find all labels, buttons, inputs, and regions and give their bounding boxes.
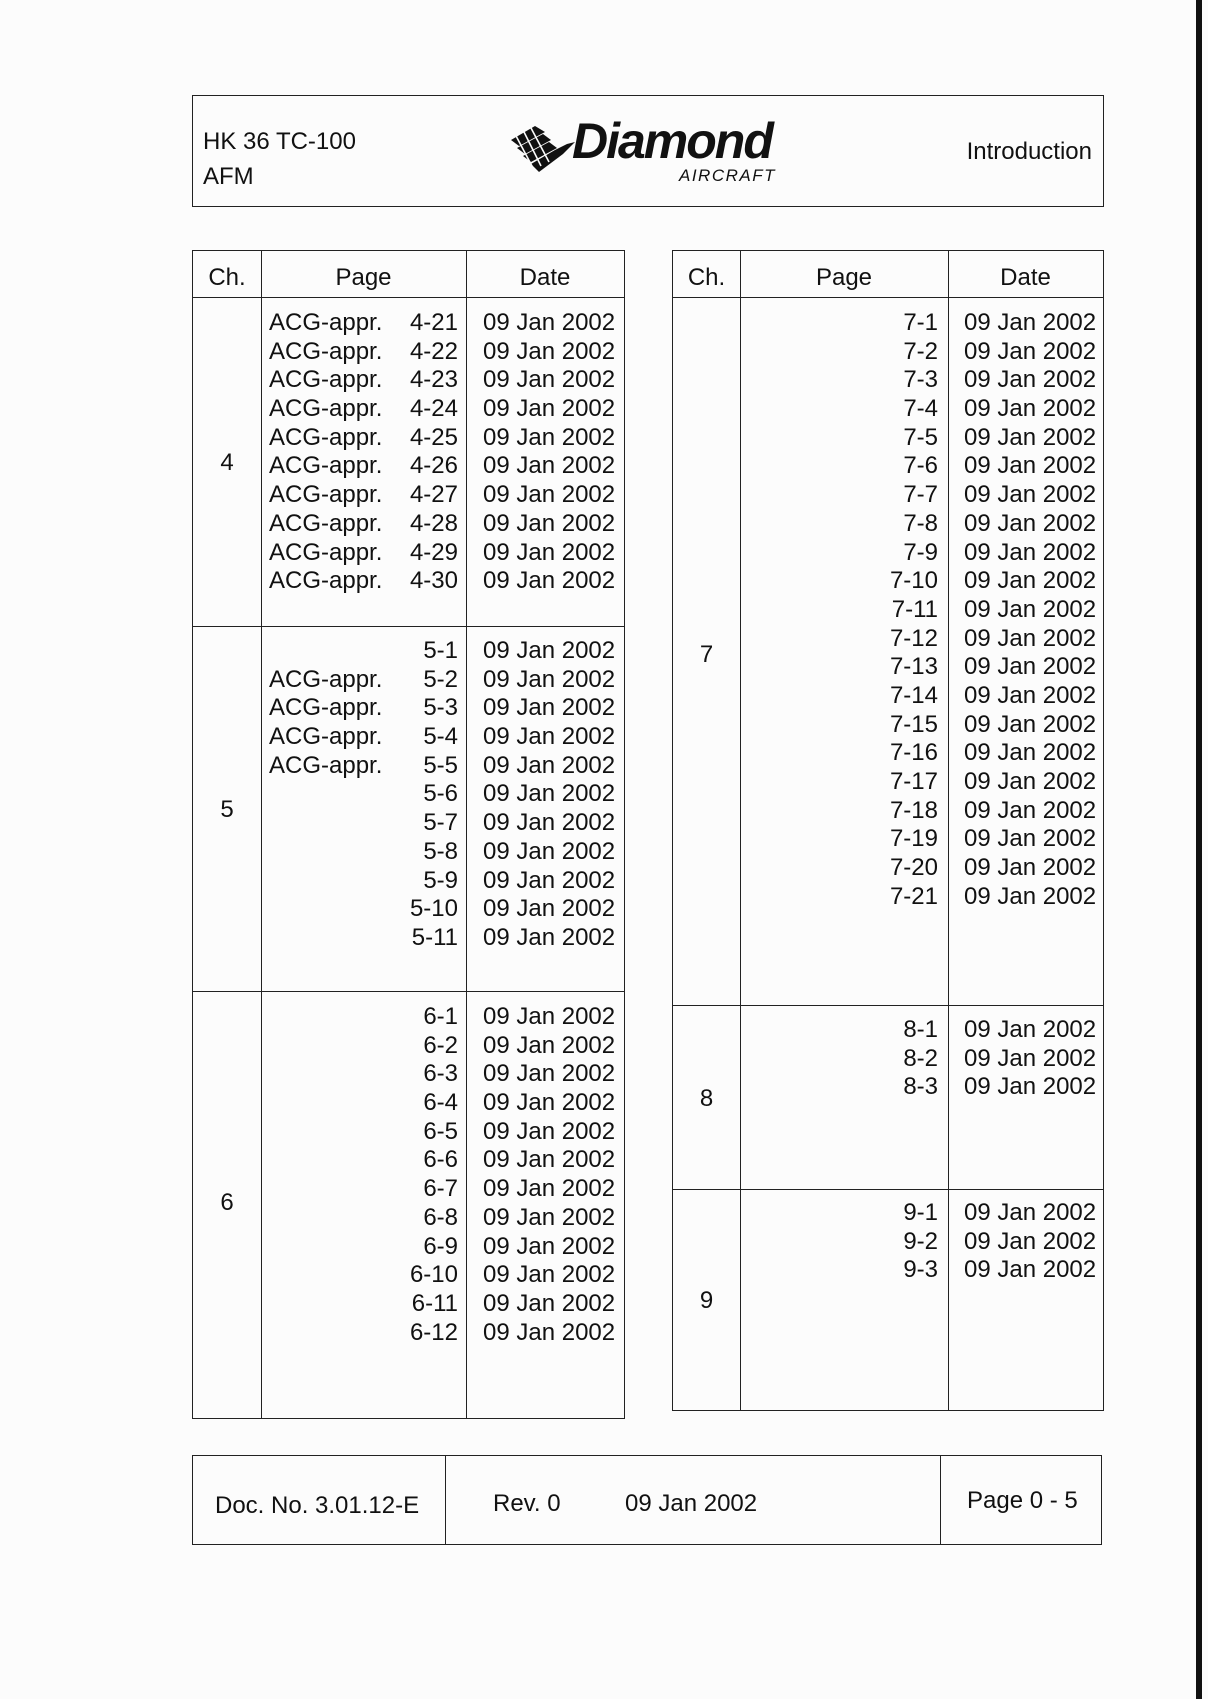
page-edge <box>1196 0 1202 1699</box>
page-ref: 5-9 <box>423 866 458 894</box>
page-date: 09 Jan 2002 <box>483 1289 616 1317</box>
page-ref: 7-18 <box>889 796 938 824</box>
approval-prefix: ACG-appr. <box>269 538 383 566</box>
page-date: 09 Jan 2002 <box>483 923 616 951</box>
page-date: 09 Jan 2002 <box>483 751 616 779</box>
page-ref: 7-8 <box>903 509 938 537</box>
page-date: 09 Jan 2002 <box>483 1060 616 1088</box>
page-date: 09 Jan 2002 <box>964 653 1097 681</box>
table-row <box>740 1073 1103 1102</box>
table-row <box>740 481 1103 510</box>
approval-prefix: ACG-appr. <box>269 723 383 751</box>
table-row <box>261 395 624 424</box>
table-row <box>261 1003 624 1032</box>
page-date: 09 Jan 2002 <box>964 395 1097 423</box>
page-ref: 7-10 <box>889 567 938 595</box>
page-date: 09 Jan 2002 <box>964 481 1097 509</box>
page-date: 09 Jan 2002 <box>964 1199 1097 1226</box>
page-ref: 6-1 <box>423 1003 458 1030</box>
approval-prefix: ACG-appr. <box>269 509 383 537</box>
page-ref: 6-5 <box>423 1117 458 1145</box>
chapter-number: 4 <box>220 449 234 476</box>
left-pages-table <box>192 250 625 1419</box>
table-row <box>740 825 1103 854</box>
approval-prefix: ACG-appr. <box>269 366 383 394</box>
table-row <box>261 452 624 481</box>
page-ref: 4-29 <box>409 538 458 566</box>
page-date: 09 Jan 2002 <box>483 481 616 509</box>
page-date: 09 Jan 2002 <box>483 866 616 894</box>
page-ref: 6-12 <box>409 1318 458 1346</box>
table-row <box>261 895 624 924</box>
page-ref: 7-21 <box>889 882 938 910</box>
page-ref: 9-3 <box>903 1256 938 1284</box>
page-date: 09 Jan 2002 <box>483 723 616 751</box>
page-date: 09 Jan 2002 <box>964 768 1097 795</box>
page-ref: 7-9 <box>903 538 938 566</box>
page-date: 09 Jan 2002 <box>483 452 616 480</box>
chapter-number: 6 <box>220 1189 234 1216</box>
section-title: Introduction <box>966 138 1092 165</box>
logo-subtitle: AIRCRAFT <box>679 166 776 185</box>
page-ref: 5-8 <box>423 837 458 865</box>
page-ref: 7-14 <box>889 681 938 709</box>
table-row <box>261 1204 624 1233</box>
page-ref: 4-24 <box>409 395 458 423</box>
table-row <box>740 1199 1103 1228</box>
page-date: 09 Jan 2002 <box>964 681 1097 709</box>
page-ref: 7-2 <box>903 337 938 365</box>
page-ref: 8-2 <box>903 1044 938 1072</box>
page-ref: 7-3 <box>903 366 938 394</box>
approval-prefix: ACG-appr. <box>269 423 383 451</box>
page-ref: 6-9 <box>423 1232 458 1260</box>
page-ref: 8-3 <box>903 1073 938 1101</box>
page-date: 09 Jan 2002 <box>964 509 1097 537</box>
aircraft-model: HK 36 TC-100 <box>203 128 356 155</box>
page-date: 09 Jan 2002 <box>964 796 1097 824</box>
table-row <box>261 1290 624 1319</box>
page-ref: 7-16 <box>889 739 938 767</box>
page-date: 09 Jan 2002 <box>483 1117 616 1145</box>
page-date: 09 Jan 2002 <box>964 452 1097 480</box>
page-date: 09 Jan 2002 <box>483 1003 616 1030</box>
table-row <box>261 424 624 453</box>
chapter-number: 8 <box>699 1085 714 1112</box>
page-ref: 4-26 <box>409 452 458 480</box>
chapter-rows <box>261 637 624 953</box>
page-ref: 7-6 <box>903 452 938 480</box>
page-ref: 4-30 <box>409 567 458 595</box>
table-row <box>261 1146 624 1175</box>
page-date: 09 Jan 2002 <box>483 1318 616 1346</box>
table-row <box>740 309 1103 338</box>
table-row <box>740 653 1103 682</box>
diamond-logo <box>505 112 795 192</box>
page-date: 09 Jan 2002 <box>964 624 1097 652</box>
page-date: 09 Jan 2002 <box>483 309 616 336</box>
page-date: 09 Jan 2002 <box>483 366 616 394</box>
table-row <box>740 338 1103 367</box>
table-row <box>261 1261 624 1290</box>
header-ch: Ch. <box>687 264 726 291</box>
table-row <box>740 1045 1103 1074</box>
page-date: 09 Jan 2002 <box>483 665 616 693</box>
page-ref: 5-2 <box>423 665 458 693</box>
revision-date: 09 Jan 2002 <box>625 1490 758 1517</box>
chapter-rule <box>193 626 624 627</box>
chapter-rule <box>673 1005 1103 1006</box>
logo-wordmark: Diamond <box>572 113 772 169</box>
table-row <box>740 1256 1103 1285</box>
page-ref: 7-5 <box>903 423 938 451</box>
page-ref: 7-1 <box>903 309 938 336</box>
page-date: 09 Jan 2002 <box>964 309 1097 336</box>
header-date: Date <box>1000 264 1051 291</box>
table-row <box>740 1228 1103 1257</box>
footer-divider <box>940 1456 941 1544</box>
table-row <box>261 752 624 781</box>
page-ref: 6-4 <box>423 1089 458 1117</box>
page-ref: 4-22 <box>409 337 458 365</box>
page-ref: 7-12 <box>889 624 938 652</box>
page-date: 09 Jan 2002 <box>964 1073 1097 1101</box>
table-row <box>261 1319 624 1348</box>
table-row <box>261 723 624 752</box>
page-date: 09 Jan 2002 <box>483 1261 616 1289</box>
page-ref: 7-4 <box>903 395 938 423</box>
page-date: 09 Jan 2002 <box>483 1146 616 1174</box>
page-ref: 5-1 <box>423 637 458 664</box>
page-ref: 7-11 <box>891 595 938 623</box>
table-row <box>261 481 624 510</box>
page-date: 09 Jan 2002 <box>483 809 616 837</box>
doc-number: Doc. No. 3.01.12-E <box>215 1492 420 1519</box>
table-row <box>261 309 624 338</box>
chapter-rows <box>740 1199 1103 1285</box>
page-ref: 4-28 <box>409 509 458 537</box>
table-row <box>261 924 624 953</box>
table-row <box>740 395 1103 424</box>
page-date: 09 Jan 2002 <box>964 854 1097 882</box>
approval-prefix: ACG-appr. <box>269 665 383 693</box>
page-ref: 5-6 <box>423 780 458 808</box>
page-header <box>192 95 1104 207</box>
table-row <box>740 883 1103 912</box>
revision: Rev. 0 <box>493 1490 561 1517</box>
chapter-rows <box>740 309 1103 911</box>
page-ref: 7-19 <box>889 825 938 853</box>
table-row <box>261 666 624 695</box>
table-row <box>740 768 1103 797</box>
header-date: Date <box>519 264 571 291</box>
page-date: 09 Jan 2002 <box>483 895 616 923</box>
footer-divider <box>445 1456 446 1544</box>
table-row <box>261 1175 624 1204</box>
page-ref: 4-27 <box>409 481 458 509</box>
approval-prefix: ACG-appr. <box>269 395 383 423</box>
page-ref: 5-3 <box>423 694 458 722</box>
page-ref: 8-1 <box>903 1016 938 1043</box>
header-left <box>203 124 356 194</box>
header-page: Page <box>815 264 873 291</box>
page-ref: 5-11 <box>411 923 458 951</box>
page-date: 09 Jan 2002 <box>964 1044 1097 1072</box>
chapter-rows <box>261 309 624 596</box>
page-ref: 7-20 <box>889 854 938 882</box>
page-ref: 4-25 <box>409 423 458 451</box>
page-date: 09 Jan 2002 <box>964 366 1097 394</box>
page-ref: 6-10 <box>409 1261 458 1289</box>
page-ref: 7-15 <box>889 710 938 738</box>
page-ref: 6-8 <box>423 1203 458 1231</box>
table-row <box>740 510 1103 539</box>
approval-prefix: ACG-appr. <box>269 309 383 336</box>
page-ref: 7-13 <box>889 653 938 681</box>
table-row <box>740 682 1103 711</box>
page-ref: 4-23 <box>409 366 458 394</box>
page-date: 09 Jan 2002 <box>964 1256 1097 1284</box>
page-date: 09 Jan 2002 <box>483 694 616 722</box>
page-date: 09 Jan 2002 <box>483 1203 616 1231</box>
page-number: Page 0 - 5 <box>967 1487 1078 1514</box>
page-date: 09 Jan 2002 <box>483 337 616 365</box>
table-row <box>261 1032 624 1061</box>
table-row <box>261 637 624 666</box>
page-ref: 5-10 <box>409 895 458 923</box>
table-row <box>740 567 1103 596</box>
table-row <box>740 854 1103 883</box>
page-date: 09 Jan 2002 <box>964 1016 1097 1043</box>
table-row <box>261 1089 624 1118</box>
page-ref: 5-4 <box>423 723 458 751</box>
table-row <box>261 539 624 568</box>
table-row <box>740 366 1103 395</box>
chapter-rule <box>193 991 624 992</box>
page-ref: 5-7 <box>423 809 458 837</box>
table-row <box>261 510 624 539</box>
chapter-rows <box>261 1003 624 1347</box>
page-ref: 6-3 <box>423 1060 458 1088</box>
table-row <box>740 739 1103 768</box>
approval-prefix: ACG-appr. <box>269 452 383 480</box>
chapter-number: 9 <box>699 1287 714 1314</box>
page-date: 09 Jan 2002 <box>964 1227 1097 1255</box>
table-row <box>261 838 624 867</box>
page-ref: 6-2 <box>423 1031 458 1059</box>
page-date: 09 Jan 2002 <box>964 882 1097 910</box>
approval-prefix: ACG-appr. <box>269 337 383 365</box>
right-pages-table <box>672 250 1104 1411</box>
table-row <box>261 780 624 809</box>
table-row <box>261 366 624 395</box>
page-date: 09 Jan 2002 <box>964 423 1097 451</box>
page-ref: 7-7 <box>903 481 938 509</box>
table-row <box>740 539 1103 568</box>
table-row <box>740 1016 1103 1045</box>
page-date: 09 Jan 2002 <box>483 837 616 865</box>
table-row <box>261 809 624 838</box>
page-date: 09 Jan 2002 <box>483 509 616 537</box>
table-row <box>261 1118 624 1147</box>
page-date: 09 Jan 2002 <box>483 1175 616 1203</box>
table-row <box>740 625 1103 654</box>
approval-prefix: ACG-appr. <box>269 567 383 595</box>
page-ref: 9-1 <box>903 1199 938 1226</box>
table-row <box>740 797 1103 826</box>
chapter-number: 5 <box>220 796 234 823</box>
page-ref: 9-2 <box>903 1227 938 1255</box>
approval-prefix: ACG-appr. <box>269 751 383 779</box>
table-row <box>261 867 624 896</box>
table-row <box>261 1233 624 1262</box>
header-rule <box>193 297 624 298</box>
page-ref: 7-17 <box>889 768 938 795</box>
chapter-rows <box>740 1016 1103 1102</box>
page-ref: 5-5 <box>423 751 458 779</box>
page-date: 09 Jan 2002 <box>483 637 616 664</box>
page-date: 09 Jan 2002 <box>483 567 616 595</box>
page-date: 09 Jan 2002 <box>483 1031 616 1059</box>
page-ref: 6-7 <box>423 1175 458 1203</box>
page-date: 09 Jan 2002 <box>964 595 1097 623</box>
page-date: 09 Jan 2002 <box>964 538 1097 566</box>
table-row <box>740 711 1103 740</box>
approval-prefix: ACG-appr. <box>269 481 383 509</box>
page-footer <box>192 1455 1102 1545</box>
page-ref: 4-21 <box>409 309 458 336</box>
page-ref: 6-6 <box>423 1146 458 1174</box>
page-date: 09 Jan 2002 <box>483 423 616 451</box>
page-date: 09 Jan 2002 <box>964 825 1097 853</box>
page-date: 09 Jan 2002 <box>483 538 616 566</box>
page-date: 09 Jan 2002 <box>964 710 1097 738</box>
table-row <box>261 694 624 723</box>
header-page: Page <box>335 264 392 291</box>
page-date: 09 Jan 2002 <box>483 1089 616 1117</box>
table-row <box>740 596 1103 625</box>
header-ch: Ch. <box>208 264 246 291</box>
page-date: 09 Jan 2002 <box>964 567 1097 595</box>
header-rule <box>673 297 1103 298</box>
page-date: 09 Jan 2002 <box>964 739 1097 767</box>
page-date: 09 Jan 2002 <box>483 1232 616 1260</box>
chapter-rule <box>673 1189 1103 1190</box>
chapter-number: 7 <box>699 641 714 668</box>
page-ref: 6-11 <box>411 1289 458 1317</box>
manual-type: AFM <box>203 163 254 190</box>
table-row <box>740 452 1103 481</box>
page-date: 09 Jan 2002 <box>483 395 616 423</box>
page-date: 09 Jan 2002 <box>483 780 616 808</box>
table-row <box>261 338 624 367</box>
page-date: 09 Jan 2002 <box>964 337 1097 365</box>
approval-prefix: ACG-appr. <box>269 694 383 722</box>
table-row <box>261 1060 624 1089</box>
table-row <box>740 424 1103 453</box>
table-row <box>261 567 624 596</box>
